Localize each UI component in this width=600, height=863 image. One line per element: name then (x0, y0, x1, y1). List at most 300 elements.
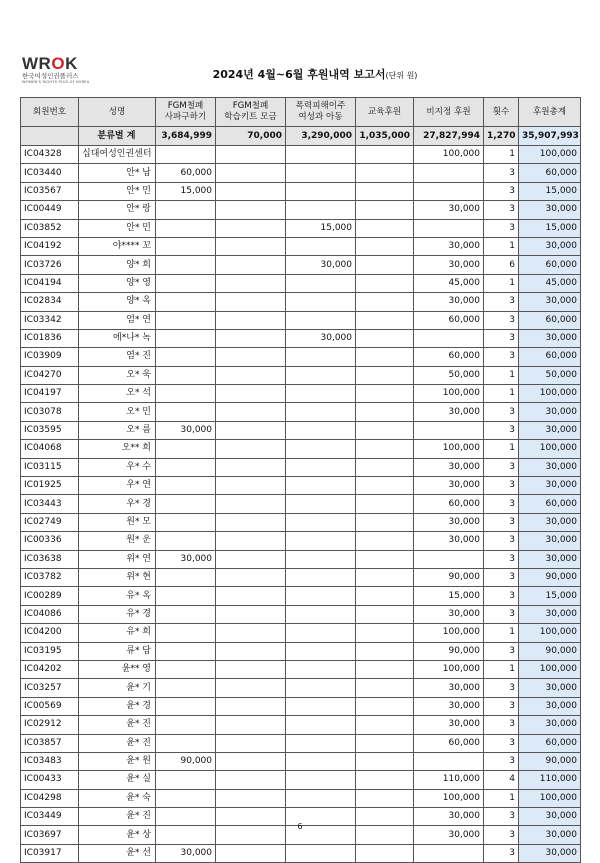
cell-member-id: IC00569 (21, 697, 79, 715)
cell-education (356, 329, 414, 347)
cell-name: 염* 진 (79, 348, 156, 366)
cell-migrant-women (286, 237, 356, 255)
cell-education (356, 348, 414, 366)
cell-migrant-women (286, 642, 356, 660)
cell-undesignated (414, 164, 484, 182)
cell-member-id: IC04328 (21, 146, 79, 164)
cell-member-id: IC00433 (21, 771, 79, 789)
cell-name: 양* 희 (79, 256, 156, 274)
table-row (21, 605, 581, 623)
cell-member-id: IC04192 (21, 237, 79, 255)
cell-member-id: IC02912 (21, 716, 79, 734)
cell-name: 윤* 진 (79, 716, 156, 734)
cell-undesignated: 90,000 (414, 568, 484, 586)
cell-fgm-kit (216, 568, 286, 586)
summary-row (21, 127, 581, 146)
cell-total: 100,000 (519, 624, 581, 642)
cell-name: 양* 옥 (79, 293, 156, 311)
cell-count: 3 (484, 642, 519, 660)
table-row (21, 311, 581, 329)
cell-fgm-sapa (156, 293, 216, 311)
cell-member-id: IC00289 (21, 587, 79, 605)
cell-migrant-women (286, 293, 356, 311)
cell-member-id: IC03440 (21, 164, 79, 182)
logo-wordmark: WROK (22, 54, 78, 73)
cell-member-id: IC03638 (21, 550, 79, 568)
cell-name: 오* 름 (79, 421, 156, 439)
cell-migrant-women (286, 532, 356, 550)
logo-english-name: WOMEN'S RIGHTS PLUS OF KOREA (22, 80, 90, 84)
cell-education (356, 201, 414, 219)
cell-undesignated: 90,000 (414, 642, 484, 660)
cell-fgm-sapa (156, 513, 216, 531)
cell-name: 야**** 꼬 (79, 237, 156, 255)
cell-count: 3 (484, 734, 519, 752)
cell-count: 3 (484, 826, 519, 844)
cell-member-id: IC03567 (21, 182, 79, 200)
cell-education (356, 587, 414, 605)
cell-name: 우* 연 (79, 477, 156, 495)
cell-undesignated: 60,000 (414, 311, 484, 329)
summary-total: 35,907,993 (519, 127, 581, 146)
cell-member-id: IC04298 (21, 789, 79, 807)
table-row (21, 440, 581, 458)
cell-total: 60,000 (519, 495, 581, 513)
table-row (21, 624, 581, 642)
cell-undesignated (414, 329, 484, 347)
cell-fgm-kit (216, 752, 286, 770)
cell-name: 안* 랑 (79, 201, 156, 219)
header-member-id: 회원번호 (21, 98, 79, 127)
cell-name: 윤* 진 (79, 808, 156, 826)
cell-education (356, 660, 414, 678)
cell-undesignated: 30,000 (414, 237, 484, 255)
cell-fgm-sapa (156, 329, 216, 347)
cell-fgm-sapa (156, 624, 216, 642)
cell-fgm-kit (216, 182, 286, 200)
cell-count: 1 (484, 274, 519, 292)
cell-fgm-sapa (156, 146, 216, 164)
cell-fgm-kit (216, 513, 286, 531)
cell-fgm-kit (216, 348, 286, 366)
cell-migrant-women (286, 716, 356, 734)
cell-count: 3 (484, 605, 519, 623)
report-title-text: 2024년 4월~6월 후원내역 보고서 (212, 68, 386, 81)
header-undesignated: 비지정 후원 (414, 98, 484, 127)
cell-migrant-women: 15,000 (286, 219, 356, 237)
cell-member-id: IC04197 (21, 385, 79, 403)
cell-education (356, 624, 414, 642)
cell-member-id: IC03443 (21, 495, 79, 513)
donation-table (20, 97, 581, 863)
cell-migrant-women (286, 495, 356, 513)
cell-education (356, 146, 414, 164)
cell-education (356, 164, 414, 182)
cell-total: 60,000 (519, 348, 581, 366)
cell-member-id: IC03782 (21, 568, 79, 586)
cell-migrant-women (286, 660, 356, 678)
table-row (21, 587, 581, 605)
cell-education (356, 568, 414, 586)
cell-fgm-sapa (156, 201, 216, 219)
table-row (21, 256, 581, 274)
cell-fgm-kit (216, 146, 286, 164)
cell-count: 3 (484, 421, 519, 439)
cell-migrant-women (286, 201, 356, 219)
table-row (21, 146, 581, 164)
cell-fgm-sapa (156, 697, 216, 715)
cell-fgm-sapa (156, 219, 216, 237)
cell-count: 3 (484, 458, 519, 476)
cell-undesignated: 30,000 (414, 716, 484, 734)
cell-fgm-sapa (156, 348, 216, 366)
cell-fgm-kit (216, 532, 286, 550)
cell-fgm-kit (216, 844, 286, 862)
cell-total: 30,000 (519, 532, 581, 550)
cell-count: 1 (484, 385, 519, 403)
cell-total: 30,000 (519, 293, 581, 311)
cell-member-id: IC04202 (21, 660, 79, 678)
cell-education (356, 311, 414, 329)
cell-education (356, 385, 414, 403)
cell-undesignated: 100,000 (414, 385, 484, 403)
cell-total: 30,000 (519, 201, 581, 219)
cell-name: 유* 옥 (79, 587, 156, 605)
cell-count: 1 (484, 366, 519, 384)
cell-total: 110,000 (519, 771, 581, 789)
cell-education (356, 716, 414, 734)
table-row (21, 679, 581, 697)
cell-fgm-kit (216, 771, 286, 789)
cell-total: 30,000 (519, 458, 581, 476)
cell-undesignated (414, 182, 484, 200)
cell-fgm-sapa (156, 789, 216, 807)
cell-migrant-women (286, 679, 356, 697)
cell-fgm-kit (216, 458, 286, 476)
cell-migrant-women (286, 477, 356, 495)
cell-name: 원* 모 (79, 513, 156, 531)
cell-count: 1 (484, 440, 519, 458)
cell-fgm-sapa (156, 642, 216, 660)
cell-member-id: IC03726 (21, 256, 79, 274)
cell-undesignated: 50,000 (414, 366, 484, 384)
cell-member-id: IC03595 (21, 421, 79, 439)
cell-education (356, 771, 414, 789)
cell-education (356, 642, 414, 660)
cell-fgm-kit (216, 605, 286, 623)
cell-fgm-kit (216, 421, 286, 439)
cell-education (356, 237, 414, 255)
cell-education (356, 182, 414, 200)
table-row (21, 752, 581, 770)
cell-member-id: IC03697 (21, 826, 79, 844)
table-row (21, 237, 581, 255)
cell-member-id: IC03909 (21, 348, 79, 366)
cell-total: 50,000 (519, 366, 581, 384)
cell-fgm-kit (216, 274, 286, 292)
cell-education (356, 550, 414, 568)
cell-migrant-women (286, 440, 356, 458)
cell-undesignated: 60,000 (414, 495, 484, 513)
cell-education (356, 421, 414, 439)
cell-total: 30,000 (519, 697, 581, 715)
cell-undesignated: 110,000 (414, 771, 484, 789)
cell-migrant-women (286, 458, 356, 476)
cell-fgm-sapa: 30,000 (156, 844, 216, 862)
cell-migrant-women (286, 366, 356, 384)
cell-fgm-kit (216, 587, 286, 605)
cell-fgm-sapa: 90,000 (156, 752, 216, 770)
cell-fgm-kit (216, 329, 286, 347)
cell-fgm-sapa: 30,000 (156, 421, 216, 439)
cell-total: 30,000 (519, 716, 581, 734)
cell-member-id: IC03857 (21, 734, 79, 752)
cell-member-id: IC01925 (21, 477, 79, 495)
table-row (21, 716, 581, 734)
cell-education (356, 458, 414, 476)
cell-migrant-women (286, 311, 356, 329)
cell-name: 위* 현 (79, 568, 156, 586)
cell-name: 윤** 영 (79, 660, 156, 678)
cell-migrant-women (286, 789, 356, 807)
table-row (21, 293, 581, 311)
cell-fgm-kit (216, 293, 286, 311)
table-row (21, 366, 581, 384)
cell-count: 3 (484, 752, 519, 770)
cell-member-id: IC03483 (21, 752, 79, 770)
cell-count: 1 (484, 146, 519, 164)
cell-undesignated (414, 219, 484, 237)
cell-fgm-kit (216, 642, 286, 660)
table-row (21, 642, 581, 660)
cell-total: 90,000 (519, 568, 581, 586)
table-row (21, 771, 581, 789)
cell-fgm-sapa (156, 495, 216, 513)
summary-education: 1,035,000 (356, 127, 414, 146)
cell-member-id: IC03917 (21, 844, 79, 862)
cell-education (356, 403, 414, 421)
cell-migrant-women (286, 146, 356, 164)
cell-migrant-women (286, 421, 356, 439)
cell-fgm-sapa (156, 256, 216, 274)
cell-education (356, 513, 414, 531)
cell-count: 3 (484, 495, 519, 513)
report-unit: (단위 원) (385, 71, 418, 80)
cell-undesignated (414, 752, 484, 770)
table-row (21, 219, 581, 237)
cell-total: 15,000 (519, 587, 581, 605)
cell-migrant-women (286, 605, 356, 623)
cell-fgm-kit (216, 789, 286, 807)
cell-total: 30,000 (519, 550, 581, 568)
table-row (21, 789, 581, 807)
summary-name: 분류별 계 (79, 127, 156, 146)
cell-total: 30,000 (519, 237, 581, 255)
table-row (21, 477, 581, 495)
cell-education (356, 256, 414, 274)
cell-fgm-sapa (156, 679, 216, 697)
cell-fgm-kit (216, 311, 286, 329)
cell-undesignated: 30,000 (414, 201, 484, 219)
cell-member-id: IC03449 (21, 808, 79, 826)
table-row (21, 568, 581, 586)
cell-education (356, 274, 414, 292)
cell-migrant-women (286, 385, 356, 403)
cell-name: 안* 민 (79, 182, 156, 200)
cell-undesignated: 30,000 (414, 605, 484, 623)
cell-education (356, 440, 414, 458)
cell-fgm-kit (216, 495, 286, 513)
cell-name: 윤* 실 (79, 771, 156, 789)
cell-undesignated: 100,000 (414, 146, 484, 164)
cell-migrant-women (286, 513, 356, 531)
cell-undesignated: 100,000 (414, 660, 484, 678)
table-row (21, 844, 581, 862)
summary-fgm-sapa: 3,684,999 (156, 127, 216, 146)
cell-total: 30,000 (519, 826, 581, 844)
table-row (21, 532, 581, 550)
cell-fgm-sapa: 60,000 (156, 164, 216, 182)
cell-count: 3 (484, 697, 519, 715)
cell-count: 3 (484, 679, 519, 697)
cell-member-id: IC04194 (21, 274, 79, 292)
cell-count: 4 (484, 771, 519, 789)
cell-total: 100,000 (519, 385, 581, 403)
cell-fgm-sapa (156, 385, 216, 403)
page-number: 6 (297, 822, 303, 831)
cell-fgm-kit (216, 385, 286, 403)
cell-undesignated: 30,000 (414, 532, 484, 550)
cell-total: 15,000 (519, 182, 581, 200)
cell-count: 3 (484, 311, 519, 329)
cell-name: 윤* 선 (79, 844, 156, 862)
cell-education (356, 366, 414, 384)
cell-total: 60,000 (519, 734, 581, 752)
header-fgm-sapa: FGM철폐 사파구하기 (156, 98, 216, 127)
cell-total: 30,000 (519, 329, 581, 347)
cell-fgm-sapa (156, 716, 216, 734)
cell-migrant-women (286, 752, 356, 770)
cell-undesignated (414, 550, 484, 568)
cell-total: 30,000 (519, 513, 581, 531)
cell-fgm-kit (216, 697, 286, 715)
table-header-row (21, 98, 581, 127)
cell-total: 90,000 (519, 642, 581, 660)
cell-fgm-sapa (156, 660, 216, 678)
cell-migrant-women (286, 182, 356, 200)
table-row (21, 182, 581, 200)
cell-fgm-sapa (156, 237, 216, 255)
cell-fgm-sapa (156, 440, 216, 458)
cell-migrant-women (286, 568, 356, 586)
cell-migrant-women (286, 624, 356, 642)
cell-fgm-kit (216, 201, 286, 219)
cell-undesignated: 30,000 (414, 826, 484, 844)
cell-fgm-sapa (156, 568, 216, 586)
cell-name: 오* 민 (79, 403, 156, 421)
cell-count: 3 (484, 532, 519, 550)
table-row (21, 660, 581, 678)
cell-count: 3 (484, 477, 519, 495)
cell-count: 6 (484, 256, 519, 274)
cell-name: 우* 수 (79, 458, 156, 476)
cell-fgm-kit (216, 440, 286, 458)
cell-member-id: IC03257 (21, 679, 79, 697)
cell-name: 에*나* 녹 (79, 329, 156, 347)
cell-undesignated: 60,000 (414, 734, 484, 752)
cell-total: 100,000 (519, 440, 581, 458)
cell-name: 우* 경 (79, 495, 156, 513)
cell-education (356, 605, 414, 623)
cell-member-id: IC04270 (21, 366, 79, 384)
table-row (21, 513, 581, 531)
cell-fgm-kit (216, 716, 286, 734)
cell-undesignated: 100,000 (414, 789, 484, 807)
cell-name: 윤* 경 (79, 697, 156, 715)
header-count: 횟수 (484, 98, 519, 127)
cell-undesignated: 30,000 (414, 256, 484, 274)
cell-migrant-women (286, 403, 356, 421)
cell-member-id: IC00449 (21, 201, 79, 219)
cell-education (356, 789, 414, 807)
table-row (21, 734, 581, 752)
cell-count: 1 (484, 624, 519, 642)
cell-count: 3 (484, 293, 519, 311)
cell-member-id: IC01836 (21, 329, 79, 347)
cell-total: 30,000 (519, 808, 581, 826)
cell-undesignated: 100,000 (414, 624, 484, 642)
cell-education (356, 477, 414, 495)
cell-member-id: IC02749 (21, 513, 79, 531)
cell-total: 30,000 (519, 679, 581, 697)
cell-migrant-women (286, 771, 356, 789)
cell-education (356, 844, 414, 862)
cell-migrant-women (286, 550, 356, 568)
cell-count: 3 (484, 587, 519, 605)
cell-education (356, 495, 414, 513)
cell-name: 윤* 숙 (79, 789, 156, 807)
cell-education (356, 679, 414, 697)
header-name: 성명 (79, 98, 156, 127)
cell-name: 오* 욱 (79, 366, 156, 384)
cell-count: 3 (484, 716, 519, 734)
cell-count: 3 (484, 219, 519, 237)
cell-undesignated: 15,000 (414, 587, 484, 605)
cell-fgm-sapa (156, 366, 216, 384)
cell-name: 원* 운 (79, 532, 156, 550)
cell-fgm-sapa (156, 771, 216, 789)
cell-fgm-kit (216, 219, 286, 237)
cell-undesignated: 30,000 (414, 679, 484, 697)
summary-fgm-kit: 70,000 (216, 127, 286, 146)
cell-count: 3 (484, 568, 519, 586)
table-row (21, 421, 581, 439)
cell-total: 100,000 (519, 660, 581, 678)
cell-fgm-kit (216, 256, 286, 274)
cell-name: 안* 남 (79, 164, 156, 182)
cell-count: 3 (484, 403, 519, 421)
cell-fgm-sapa: 15,000 (156, 182, 216, 200)
table-row (21, 550, 581, 568)
cell-fgm-sapa (156, 605, 216, 623)
cell-migrant-women (286, 274, 356, 292)
cell-migrant-women (286, 734, 356, 752)
cell-fgm-sapa (156, 274, 216, 292)
cell-total: 45,000 (519, 274, 581, 292)
cell-name: 유* 경 (79, 605, 156, 623)
cell-fgm-kit (216, 679, 286, 697)
cell-undesignated: 30,000 (414, 403, 484, 421)
